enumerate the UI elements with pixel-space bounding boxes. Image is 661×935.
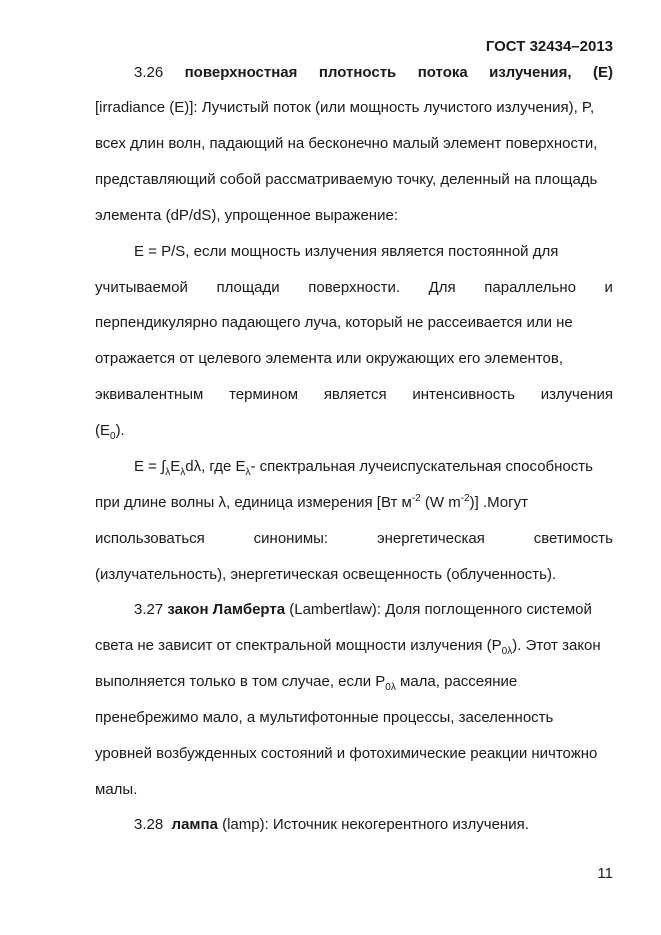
- superscript: -2: [460, 493, 470, 504]
- text-fragment: ).: [115, 422, 125, 439]
- word: синонимы:: [253, 530, 329, 547]
- text-line: отражается от целевого элемента или окружающих его элементов,: [95, 350, 564, 367]
- term-3-26-heading: [134, 64, 613, 82]
- text-line: перпендикулярно падающего луча, который не рассеивается или не: [95, 314, 573, 331]
- standard-header: ГОСТ 32434–2013: [485, 38, 613, 55]
- word: использоваться: [95, 530, 205, 547]
- text-fragment: )] .Могут: [469, 494, 528, 511]
- subscript: λ: [245, 467, 251, 478]
- text-fragment: ). Этот закон: [512, 637, 601, 654]
- text-line: [irradiance (E)]: Лучистый поток (или мощность лучистого излучения), P,: [95, 99, 595, 116]
- text-fragment: E = ∫: [134, 458, 166, 475]
- subscript: λ: [180, 467, 186, 478]
- text-line: пренебрежимо мало, а мультифотонные процессы, заселенность: [95, 709, 554, 726]
- text-fragment: (lamp): Источник некогерентного излучения.: [217, 816, 529, 833]
- term-3-27-heading: [134, 601, 592, 619]
- term-number: 3.28: [134, 816, 164, 833]
- term-word: плотность: [318, 64, 397, 81]
- word: Для: [428, 279, 456, 296]
- word: термином: [229, 386, 299, 403]
- text-line: [95, 494, 528, 512]
- term-number: 3.26: [134, 64, 164, 81]
- word: является: [323, 386, 387, 403]
- text-fragment: (E: [95, 422, 110, 439]
- text-line: элемента (dP/dS), упрощенное выражение:: [95, 207, 398, 224]
- text-line: E = P/S, если мощность излучения является постоянной для: [134, 243, 559, 260]
- subscript: 0λ: [385, 682, 396, 693]
- text-line-justified: [95, 279, 613, 297]
- text-fragment: (Lambertlaw): Доля поглощенного системой: [285, 601, 592, 618]
- word: площади: [216, 279, 280, 296]
- word: светимость: [533, 530, 613, 547]
- subscript: 0: [110, 431, 116, 442]
- formula-line: [134, 458, 593, 476]
- word: излучения: [540, 386, 613, 403]
- term-title: лампа: [171, 816, 218, 833]
- text-fragment: dλ, где E: [185, 458, 246, 475]
- word: энергетическая: [376, 530, 485, 547]
- text-fragment: при длине волны λ, единица измерения [Вт м: [95, 494, 412, 511]
- superscript: -2: [411, 493, 421, 504]
- text-fragment: мала, рассеяние: [395, 673, 518, 690]
- word: эквивалентным: [95, 386, 204, 403]
- term-word: излучения,: [489, 64, 572, 81]
- text-line: малы.: [95, 781, 138, 798]
- text-line: всех длин волн, падающий на бесконечно малый элемент поверхности,: [95, 135, 598, 152]
- subscript: 0λ: [501, 646, 513, 657]
- text-fragment: E: [170, 458, 181, 475]
- text-line: [95, 637, 601, 655]
- term-title: закон Ламберта: [167, 601, 286, 618]
- text-line: [95, 673, 517, 691]
- term-number: 3.27: [134, 601, 164, 618]
- term-word: поверхностная: [184, 64, 298, 81]
- term-word: потока: [417, 64, 468, 81]
- text-line: [95, 422, 125, 440]
- subscript: λ: [165, 467, 171, 478]
- text-line: уровней возбужденных состояний и фотохимические реакции ничтожно: [95, 745, 598, 762]
- word: учитываемой: [95, 279, 188, 296]
- word: интенсивность: [412, 386, 515, 403]
- text-line-justified: [95, 530, 613, 548]
- word: параллельно: [484, 279, 576, 296]
- term-symbol: (E): [592, 64, 613, 81]
- word: поверхности.: [308, 279, 401, 296]
- text-fragment: света не зависит от спектральной мощности излучения (P: [95, 637, 502, 654]
- text-fragment: (W m: [420, 494, 461, 511]
- text-line: представляющий собой рассматриваемую точку, деленный на площадь: [95, 171, 598, 188]
- text-fragment: выполняется только в том случае, если P: [95, 673, 386, 690]
- text-line-justified: [95, 386, 613, 404]
- word: и: [604, 279, 613, 296]
- text-line: (излучательность), энергетическая освещенность (облученность).: [95, 566, 557, 583]
- page-number: 11: [597, 865, 613, 882]
- text-fragment: - спектральная лучеиспускательная способность: [250, 458, 593, 475]
- term-3-28-heading: [134, 816, 529, 834]
